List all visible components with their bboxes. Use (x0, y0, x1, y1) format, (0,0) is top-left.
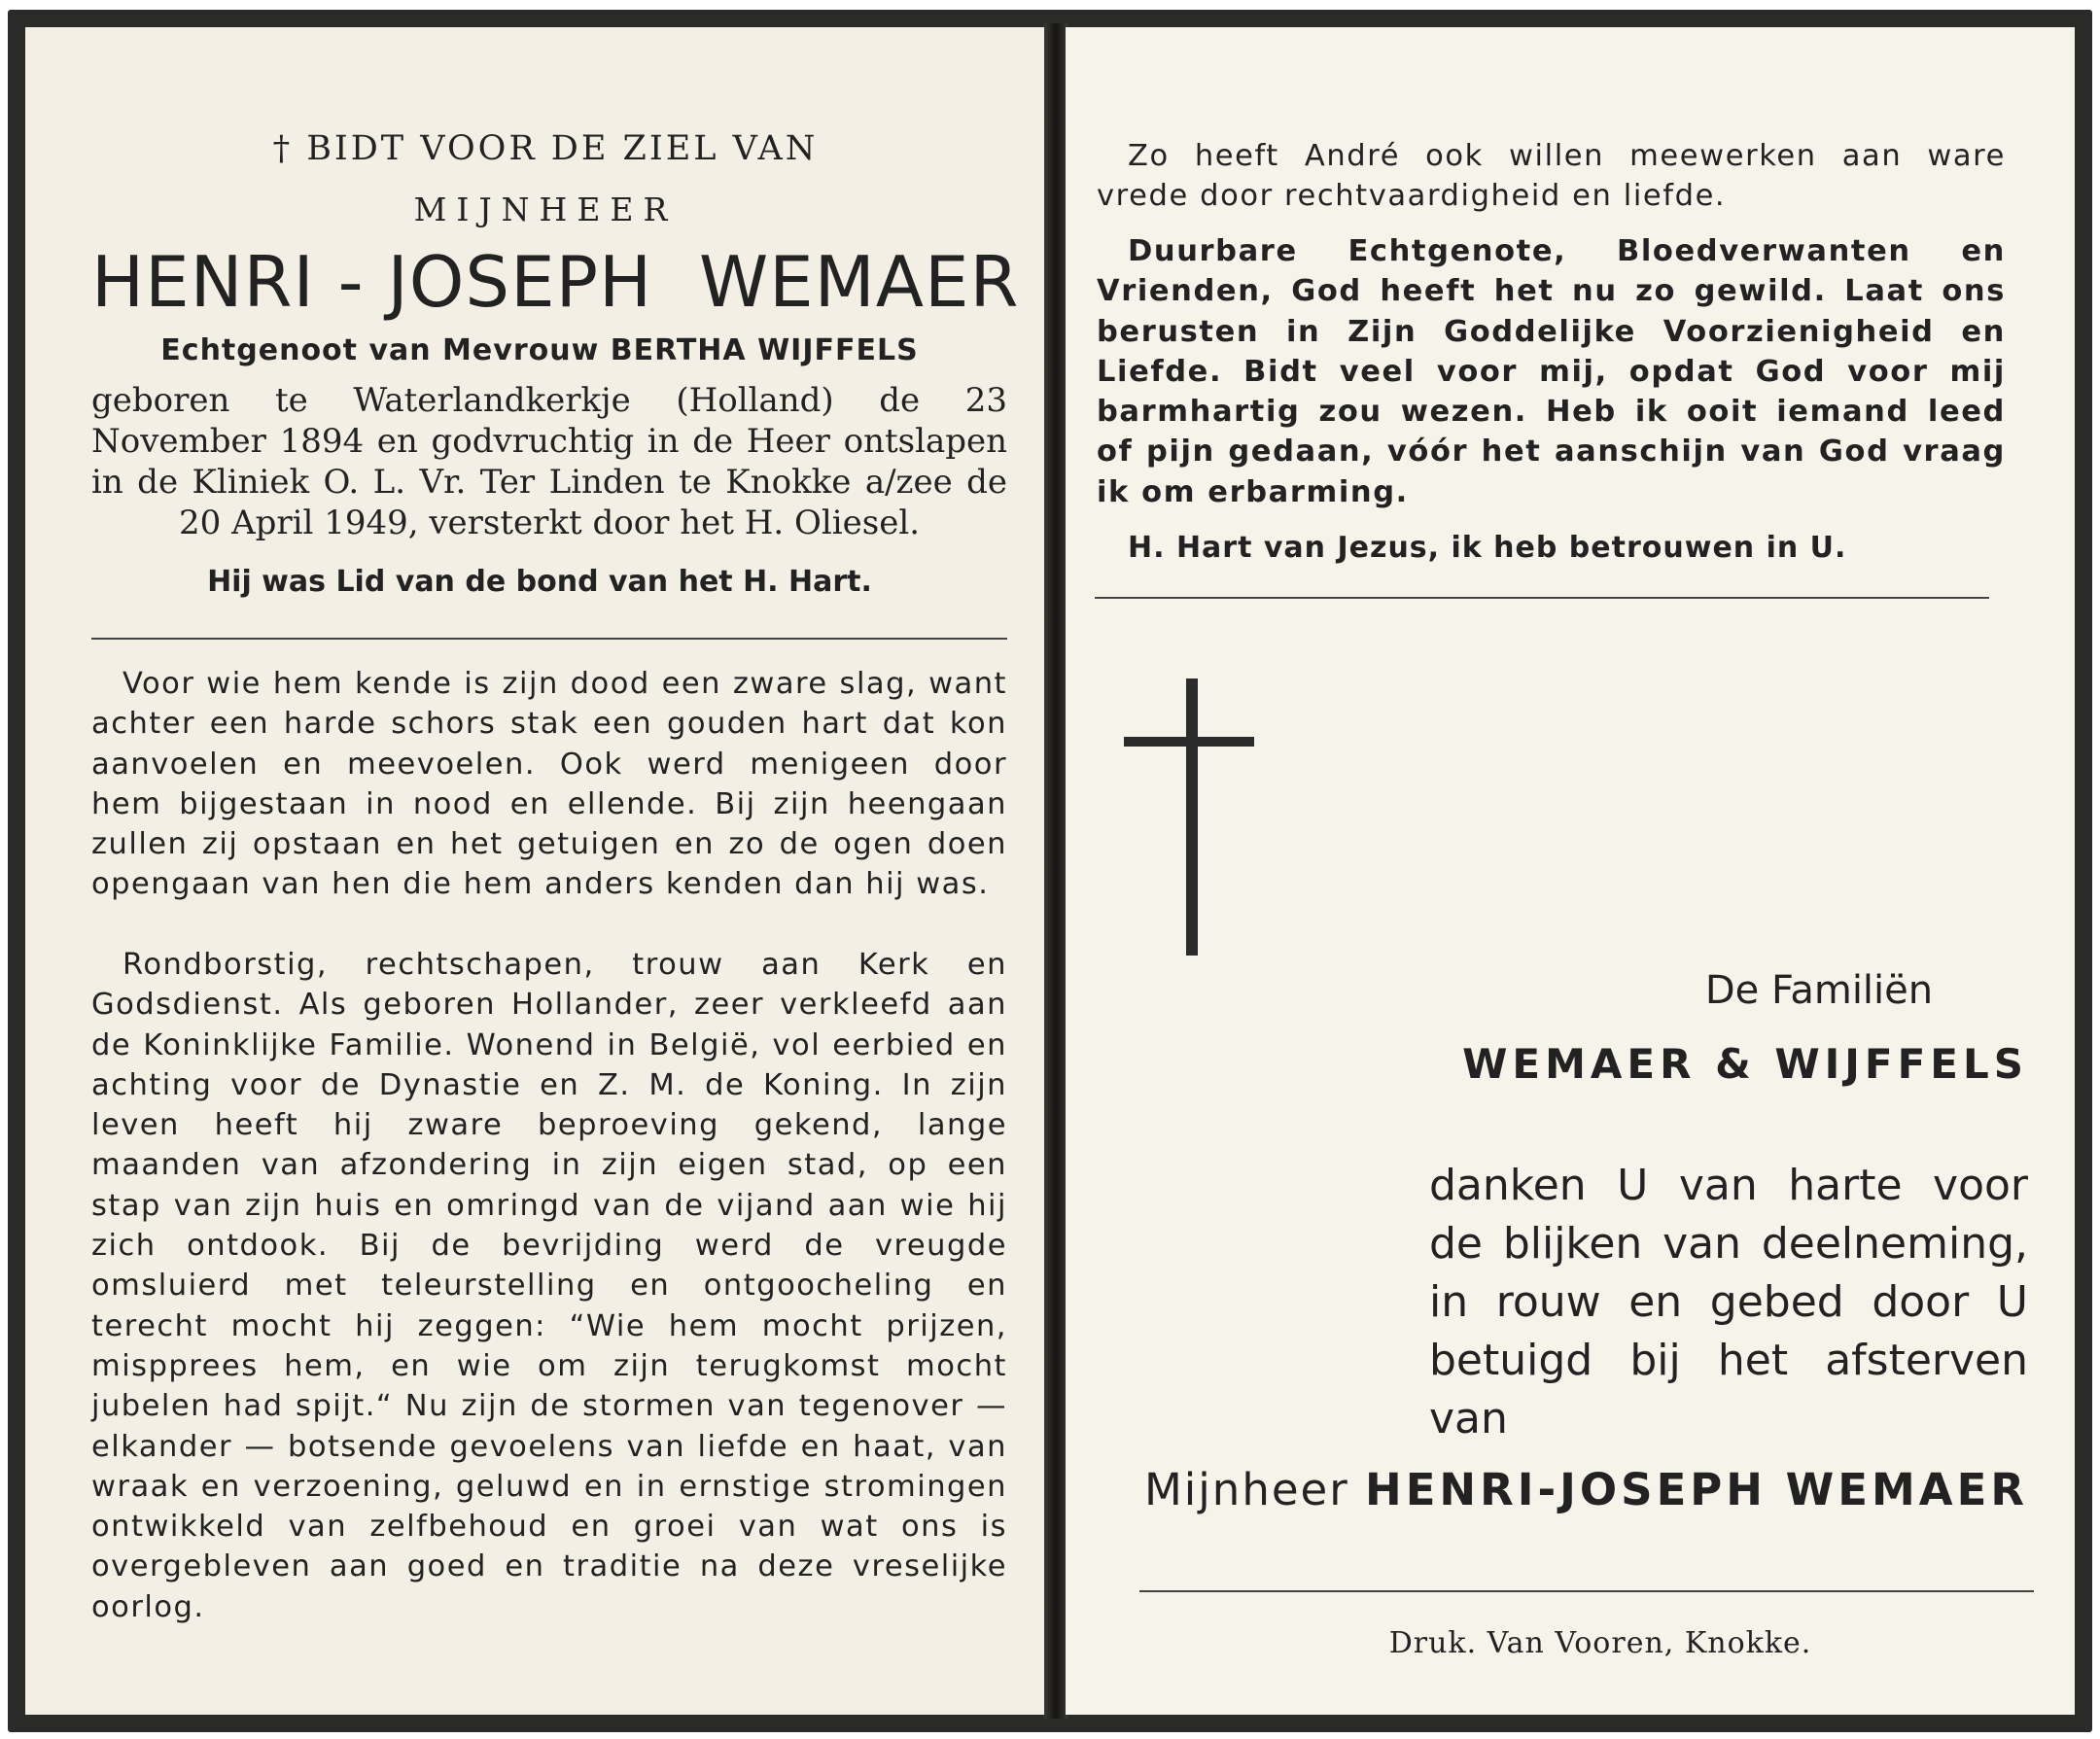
tribute-text-1: Voor wie hem kende is zijn dood een zware slag, want achter een harde schors stak een gouden hart dat kon aanvoelen en meevoelen. Ook werd menigeen door hem bijgestaan in nood en ellende. Bij zijn heengaan zullen zij opstaan en het getuigen en zo de ogen doen opengaan van hen die hem anders kenden dan hij was. (91, 667, 1007, 902)
final-prefix: Mijnheer (1143, 1464, 1349, 1515)
printer-credit: Druk. Van Vooren, Knokke. (1388, 1626, 1812, 1660)
left-panel (25, 27, 1046, 1715)
card-fold (1044, 23, 1068, 1719)
families-title: De Familiën (1704, 968, 1934, 1013)
tribute-text-2: Rondborstig, rechtschapen, trouw aan Kerk en Godsdienst. Als geboren Hollander, zeer verkleefd aan de Koninklijke Familie. Wonend in België, vol eerbied en achting voor de Dynastie en Z. M. de Koning. In zijn leven heeft hij zware beproeving gekend, lange maanden van afzondering in zijn eigen stad, op een stap van zijn huis en omringd van de vijand aan wie hij zich ontdook. Bij de bevrijding werd de vreugde omsluierd met teleurstelling en ontgoocheling en terecht mocht hij zeggen: “Wie hem mocht prijzen, mispprees hem, en wie om zijn terugkomst mocht jubelen had spijt.“ Nu zijn de stormen van tegenover — elkander — botsende gevoelens van liefde en haat, van wraak en verzoening, geluwd en in ernstige stromingen ontwikkeld van zelfbehoud en groei van wat ons is overgebleven aan goed en traditie na deze vreselijke oorlog. (91, 948, 1007, 1624)
families-names: WEMAER & WIJFFELS (1462, 1040, 2028, 1088)
prayer-heading: † BIDT VOOR DE ZIEL VAN (272, 129, 819, 168)
cross-horizontal (1124, 737, 1254, 747)
farewell-paragraph (1097, 231, 2006, 512)
final-deceased-name: HENRI-JOSEPH WEMAER (1365, 1464, 2028, 1515)
birth-death-text: geboren te Waterlandkerkje (Holland) de 23 November 1894 en godvruchtig in de Heer ontslapen in de Kliniek O. L. Vr. Ter Linden te Knokke a/zee de 20 April 1949, versterkt door het H. Oliesel. (91, 381, 1007, 542)
memorial-card (8, 10, 2092, 1732)
final-name-line (1132, 1464, 2028, 1515)
right-panel (1066, 27, 2075, 1715)
thanks-text: danken U van harte voor de blijken van deelneming, in rouw en gebed door U betuigd bij het afsterven van (1429, 1161, 2028, 1443)
title-mijnheer: MIJNHEER (413, 191, 678, 228)
spouse-line: Echtgenoot van Mevrouw BERTHA WIJFFELS (160, 333, 919, 367)
deceased-name: HENRI - JOSEPH WEMAER (91, 241, 1020, 323)
tribute-paragraph-1 (91, 664, 1007, 915)
peace-paragraph (1097, 136, 2006, 217)
tribute-paragraph-2 (91, 945, 1007, 1637)
divider-left (91, 638, 1007, 640)
farewell-text: Duurbare Echtgenote, Bloedverwanten en Vrienden, God heeft het nu zo gewild. Laat ons berusten in Zijn Goddelijke Voorzienigheid en Liefde. Bidt veel voor mij, opdat God voor mij barmhartig zou wezen. Heb ik ooit iemand leed of pijn gedaan, vóór het aanschijn van God vraag ik om erbarming. (1097, 234, 2006, 509)
divider-right-top (1095, 597, 1989, 599)
cross-vertical (1186, 678, 1198, 956)
divider-right-bottom (1139, 1590, 2034, 1592)
sacred-heart-prayer: H. Hart van Jezus, ik heb betrouwen in U. (1128, 531, 1847, 565)
peace-text: Zo heeft André ook willen meewerken aan ware vrede door rechtvaardigheid en liefde. (1097, 139, 2006, 214)
membership-line: Hij was Lid van de bond van het H. Hart. (207, 565, 872, 599)
